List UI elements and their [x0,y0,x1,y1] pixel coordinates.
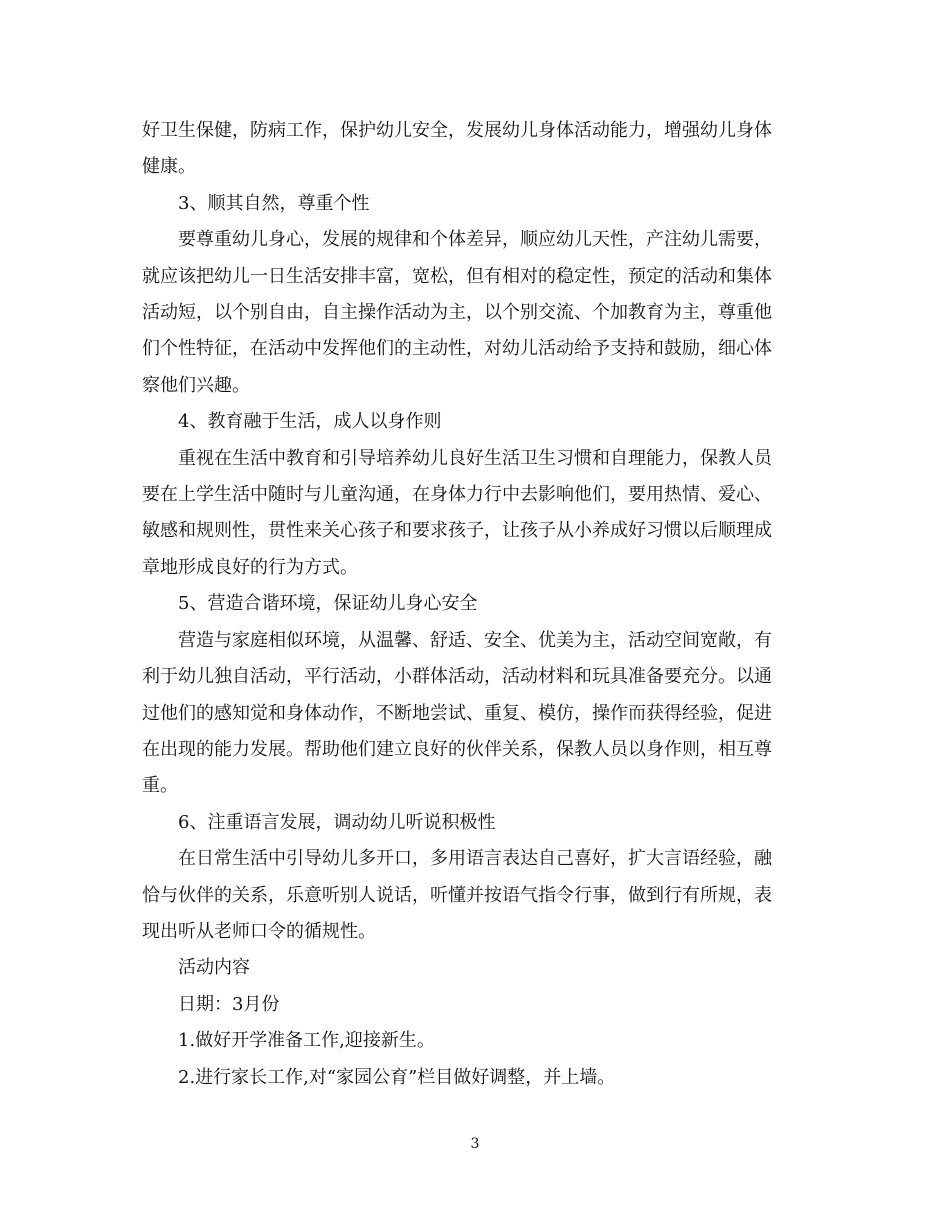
text-line: 过他们的感知觉和身体动作，不断地尝试、重复、模仿，操作而获得经验，促进 [142,702,772,724]
page-number: 3 [470,1136,480,1152]
text-line: 察他们兴趣。 [142,374,250,396]
text-line: 们个性特征，在活动中发挥他们的主动性，对幼儿活动给予支持和鼓励，细心体 [142,338,772,360]
text-line: 1.做好开学准备工作,迎接新生。 [178,1030,435,1052]
text-line: 在日常生活中引导幼儿多开口，多用语言表达自己喜好，扩大言语经验，融 [178,848,772,870]
text-line: 章地形成良好的行为方式。 [142,556,358,578]
text-line: 现出听从老师口令的循规性。 [142,920,376,942]
text-line: 活动内容 [178,957,250,979]
text-line: 要尊重幼儿身心，发展的规律和个体差异，顺应幼儿天性，产注幼儿需要， [178,229,772,251]
text-line: 3、顺其自然，尊重个性 [178,192,370,214]
text-line: 2.进行家长工作,对“家园公育”栏目做好调整，并上墙。 [178,1066,616,1088]
text-line: 5、营造合谐环境，保证幼儿身心安全 [178,593,478,615]
text-line: 利于幼儿独自活动，平行活动，小群体活动，活动材料和玩具准备要充分。以通 [142,666,772,688]
text-line: 4、教育融于生活，成人以身作则 [178,411,442,433]
text-line: 就应该把幼儿一日生活安排丰富，宽松，但有相对的稳定性，预定的活动和集体 [142,265,772,287]
text-line: 要在上学生活中随时与儿童沟通，在身体力行中去影响他们，要用热情、爱心、 [142,484,772,506]
text-line: 日期：3月份 [178,993,280,1015]
document-body [142,113,814,1096]
text-line: 重。 [142,775,178,797]
text-line: 好卫生保健，防病工作，保护幼儿安全，发展幼儿身体活动能力，增强幼儿身体 [142,120,772,141]
text-line: 6、注重语言发展，调动幼儿听说积极性 [178,811,496,833]
text-line: 恰与伙伴的关系，乐意听别人说话，听懂并按语气指令行事，做到行有所规，表 [142,884,772,906]
text-line: 重视在生活中教育和引导培养幼儿良好生活卫生习惯和自理能力，保教人员 [178,447,772,469]
text-line: 营造与家庭相似环境，从温馨、舒适、安全、优美为主，活动空间宽敞，有 [178,629,772,651]
text-line: 敏感和规则性，贯性来关心孩子和要求孩子，让孩子从小养成好习惯以后顺理成 [142,520,772,542]
text-line: 健康。 [142,156,196,178]
text-line: 活动短，以个别自由，自主操作活动为主，以个别交流、个加教育为主，尊重他 [142,302,772,324]
text-line: 在出现的能力发展。帮助他们建立良好的伙伴关系，保教人员以身作则，相互尊 [142,738,772,760]
